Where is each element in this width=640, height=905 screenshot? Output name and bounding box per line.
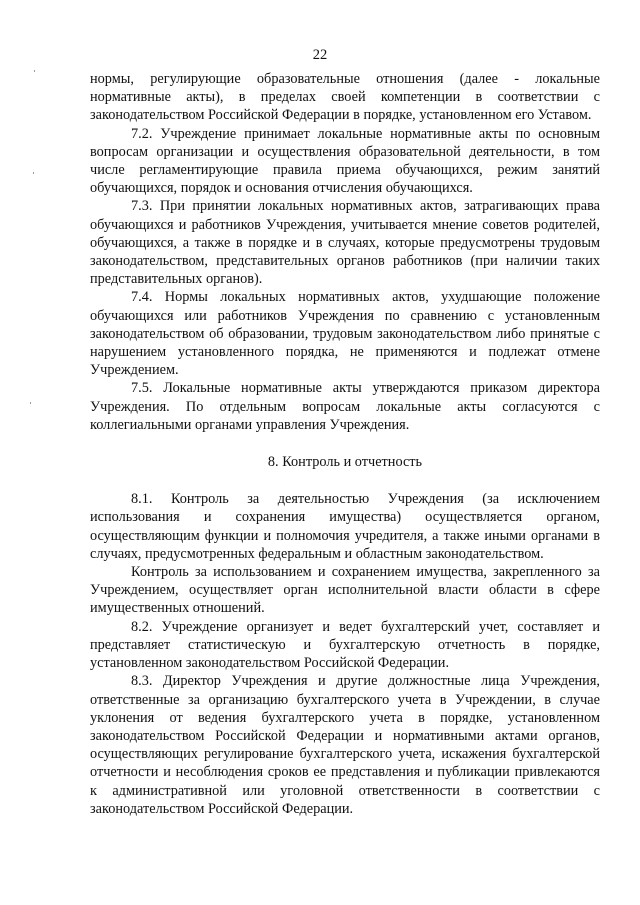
scan-edge-mark [33,172,34,174]
paragraph-7-2: 7.2. Учреждение принимает локальные нормативные акты по основным вопросам организации и осуществления образовательной деятельности, в том числе регламентирующие правила приема обучающихся, режим занятий обучающихся, порядок и основания отчисления обучающихся. [90,125,600,197]
page-number: 22 [312,47,328,63]
paragraph-8-1: 8.1. Контроль за деятельностью Учреждения (за исключением использования и сохранения имущества) осуществляется органом, осуществляющим функции и полномочия учредителя, а также иными органами в случаях, предусмотренных федеральным и областным законодательством. [90,491,600,562]
paragraph-continuation: нормы, регулирующие образовательные отношения (далее - локальные нормативные акты), в пределах своей компетенции в соответствии с законодательством Российской Федерации в порядке, установленном его Уставом. [90,71,600,124]
scan-edge-mark [30,402,31,404]
document-body [90,70,600,818]
paragraph-7-5: 7.5. Локальные нормативные акты утверждаются приказом директора Учреждения. По отдельным вопросам локальные акты согласуются с коллегиальными органами управления Учреждения. [90,380,600,433]
paragraph-8-2: 8.2. Учреждение организует и ведет бухгалтерский учет, составляет и представляет статистическую и бухгалтерскую отчетность в порядке, установленном законодательством Российской Федерации. [90,618,600,672]
paragraph-8-1-property-control: Контроль за использованием и сохранением имущества, закрепленного за Учреждением, осуществляет орган исполнительной власти области в сфере имущественных отношений. [90,564,600,617]
paragraph-7-3: 7.3. При принятии локальных нормативных актов, затрагивающих права обучающихся и работников Учреждения, учитывается мнение советов родителей, обучающихся, а также в порядке и в случаях, которые предусмотрены трудовым законодательством, представительных органов работников (при наличии таких представительных органов). [90,198,600,288]
scan-edge-mark [34,70,35,72]
paragraph-7-4: 7.4. Нормы локальных нормативных актов, ухудшающие положение обучающихся или работников Учреждения по сравнению с установленным законодательством об образовании, трудовым законодательством либо принятые с нарушением установленного порядка, не применяются и подлежат отмене Учреждением. [90,289,600,379]
section-heading-8: 8. Контроль и отчетность [267,454,423,471]
paragraph-8-3: 8.3. Директор Учреждения и другие должностные лица Учреждения, ответственные за организацию бухгалтерского учета в Учреждении, в случае уклонения от ведения бухгалтерского учета в порядке, установленном законодательством Российской Федерации и нормативными актами органов, осуществляющих регулирование бухгалтерского учета, искажения бухгалтерской отчетности и несоблюдения сроков ее представления и публикации привлекаются к административной или уголовной ответственности в соответствии с законодательством Российской Федерации. [90,673,600,817]
